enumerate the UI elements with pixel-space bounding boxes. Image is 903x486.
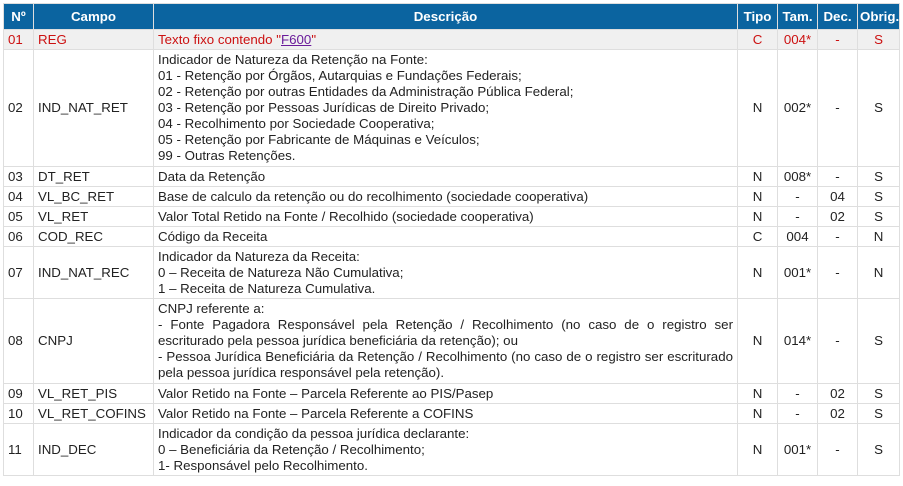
cell-num: 02 bbox=[4, 50, 33, 166]
cell-tipo: N bbox=[738, 50, 777, 166]
cell-descricao: Valor Retido na Fonte – Parcela Referente ao PIS/Pasep bbox=[154, 384, 737, 403]
cell-num: 03 bbox=[4, 167, 33, 186]
table-row bbox=[4, 187, 899, 206]
cell-campo: VL_RET bbox=[34, 207, 153, 226]
cell-tipo: N bbox=[738, 299, 777, 383]
cell-tipo: N bbox=[738, 207, 777, 226]
cell-tipo: N bbox=[738, 404, 777, 423]
cell-descricao: Código da Receita bbox=[154, 227, 737, 246]
cell-descricao: Valor Total Retido na Fonte / Recolhido (sociedade cooperativa) bbox=[154, 207, 737, 226]
col-header-num: Nº bbox=[4, 4, 33, 29]
cell-tipo: C bbox=[738, 30, 777, 49]
cell-campo: IND_DEC bbox=[34, 424, 153, 475]
cell-campo: VL_BC_RET bbox=[34, 187, 153, 206]
register-link-f600[interactable]: F600 bbox=[281, 31, 312, 47]
cell-tamanho: - bbox=[778, 404, 817, 423]
cell-num: 10 bbox=[4, 404, 33, 423]
cell-descricao: Data da Retenção bbox=[154, 167, 737, 186]
cell-num: 04 bbox=[4, 187, 33, 206]
cell-num: 08 bbox=[4, 299, 33, 383]
cell-tipo: N bbox=[738, 384, 777, 403]
cell-tamanho: - bbox=[778, 384, 817, 403]
cell-decimais: - bbox=[818, 247, 857, 298]
cell-decimais: 02 bbox=[818, 207, 857, 226]
table-row bbox=[4, 247, 899, 298]
col-header-decimais: Dec. bbox=[818, 4, 857, 29]
table-row bbox=[4, 384, 899, 403]
cell-campo: COD_REC bbox=[34, 227, 153, 246]
cell-tipo: N bbox=[738, 247, 777, 298]
cell-tamanho: 002* bbox=[778, 50, 817, 166]
col-header-campo: Campo bbox=[34, 4, 153, 29]
cell-campo: DT_RET bbox=[34, 167, 153, 186]
cell-descricao: Base de calculo da retenção ou do recolhimento (sociedade cooperativa) bbox=[154, 187, 737, 206]
cell-decimais: - bbox=[818, 167, 857, 186]
table-row bbox=[4, 167, 899, 186]
cell-decimais: 02 bbox=[818, 404, 857, 423]
cell-obrigatorio: S bbox=[858, 207, 899, 226]
table-row bbox=[4, 404, 899, 423]
cell-campo: IND_NAT_RET bbox=[34, 50, 153, 166]
cell-campo: IND_NAT_REC bbox=[34, 247, 153, 298]
cell-num: 09 bbox=[4, 384, 33, 403]
cell-decimais: - bbox=[818, 50, 857, 166]
cell-obrigatorio: N bbox=[858, 227, 899, 246]
cell-descricao: Indicador de Natureza da Retenção na Fonte: 01 - Retenção por Órgãos, Autarquias e Fundações Federais; 02 - Retenção por outras Entidades da Administração Pública Federal; 03 - Retenção por Pessoas Jurídicas de Direito Privado; 04 - Recolhimento por Sociedade Cooperativa; 05 - Retenção por Fabricante de Máquinas e Veículos; 99 - Outras Retenções. bbox=[154, 50, 737, 166]
table-row bbox=[4, 50, 899, 166]
cell-campo: VL_RET_PIS bbox=[34, 384, 153, 403]
table-row bbox=[4, 227, 899, 246]
cell-tipo: N bbox=[738, 187, 777, 206]
table-row bbox=[4, 299, 899, 383]
cell-obrigatorio: S bbox=[858, 299, 899, 383]
desc-prefix: Texto fixo contendo " bbox=[158, 31, 281, 47]
table-header-row bbox=[4, 4, 899, 29]
cell-obrigatorio: S bbox=[858, 30, 899, 49]
cell-tamanho: 008* bbox=[778, 167, 817, 186]
cell-tamanho: 004 bbox=[778, 227, 817, 246]
cell-campo: VL_RET_COFINS bbox=[34, 404, 153, 423]
cell-obrigatorio: S bbox=[858, 404, 899, 423]
cell-campo: CNPJ bbox=[34, 299, 153, 383]
col-header-descricao: Descrição bbox=[154, 4, 737, 29]
cell-tamanho: 001* bbox=[778, 247, 817, 298]
cell-descricao: CNPJ referente a: - Fonte Pagadora Responsável pela Retenção / Recolhimento (no caso de o registro ser escriturado pela pessoa jurídica beneficiária da retenção); ou - Pessoa Jurídica Beneficiária da Retenção / Recolhimento (no caso de o registro ser escriturado pela pessoa jurídica responsável pela retenção). bbox=[154, 299, 737, 383]
cell-descricao: Indicador da Natureza da Receita: 0 – Receita de Natureza Não Cumulativa; 1 – Receita de Natureza Cumulativa. bbox=[154, 247, 737, 298]
register-fields-table bbox=[3, 3, 900, 476]
col-header-tipo: Tipo bbox=[738, 4, 777, 29]
cell-tamanho: 014* bbox=[778, 299, 817, 383]
cell-tipo: N bbox=[738, 167, 777, 186]
cell-num: 11 bbox=[4, 424, 33, 475]
cell-tamanho: - bbox=[778, 187, 817, 206]
cell-num: 01 bbox=[4, 30, 33, 49]
cell-descricao: Indicador da condição da pessoa jurídica declarante: 0 – Beneficiária da Retenção / Recolhimento; 1- Responsável pelo Recolhimento. bbox=[154, 424, 737, 475]
table-row bbox=[4, 207, 899, 226]
cell-tipo: C bbox=[738, 227, 777, 246]
cell-obrigatorio: S bbox=[858, 424, 899, 475]
cell-obrigatorio: S bbox=[858, 384, 899, 403]
cell-num: 07 bbox=[4, 247, 33, 298]
cell-obrigatorio: S bbox=[858, 187, 899, 206]
cell-obrigatorio: S bbox=[858, 167, 899, 186]
cell-decimais: 04 bbox=[818, 187, 857, 206]
cell-decimais: 02 bbox=[818, 384, 857, 403]
cell-obrigatorio: S bbox=[858, 50, 899, 166]
cell-decimais: - bbox=[818, 227, 857, 246]
cell-tipo: N bbox=[738, 424, 777, 475]
cell-tamanho: 004* bbox=[778, 30, 817, 49]
cell-num: 06 bbox=[4, 227, 33, 246]
cell-num: 05 bbox=[4, 207, 33, 226]
cell-tamanho: - bbox=[778, 207, 817, 226]
cell-tamanho: 001* bbox=[778, 424, 817, 475]
cell-obrigatorio: N bbox=[858, 247, 899, 298]
cell-decimais: - bbox=[818, 424, 857, 475]
cell-decimais: - bbox=[818, 299, 857, 383]
cell-descricao: Valor Retido na Fonte – Parcela Referente a COFINS bbox=[154, 404, 737, 423]
desc-suffix: " bbox=[311, 31, 317, 47]
cell-campo: REG bbox=[34, 30, 153, 49]
cell-descricao bbox=[154, 30, 737, 49]
table-row bbox=[4, 30, 899, 49]
table-row bbox=[4, 424, 899, 475]
col-header-tamanho: Tam. bbox=[778, 4, 817, 29]
cell-decimais: - bbox=[818, 30, 857, 49]
col-header-obrigatorio: Obrig. bbox=[858, 4, 899, 29]
